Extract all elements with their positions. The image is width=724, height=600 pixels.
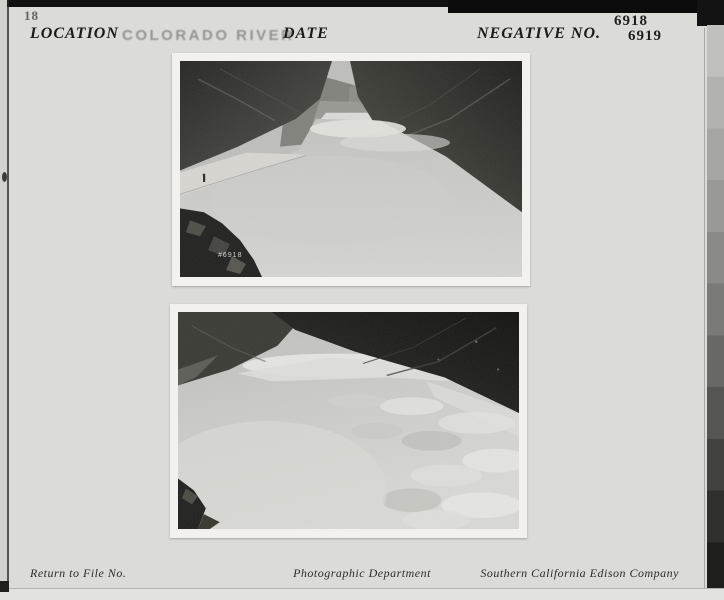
photo-print-bottom	[170, 304, 527, 538]
file-number-stamp: 18	[24, 8, 39, 23]
negative-number-1: 6918	[614, 13, 648, 29]
grayscale-strip	[707, 25, 724, 600]
canyon-river-scene-top	[180, 61, 522, 277]
canyon-river-scene-bottom	[178, 312, 519, 529]
scan-left-margin	[0, 0, 7, 600]
company-name-label: Southern California Edison Company	[480, 566, 679, 580]
card-left-edge	[7, 0, 9, 600]
scan-top-edge-thick	[448, 0, 724, 13]
location-label: LOCATION	[30, 25, 119, 42]
negative-number-2: 6919	[628, 28, 662, 44]
scan-bottom-edge	[0, 588, 724, 600]
location-stamped-value: COLORADO RIVER	[122, 27, 295, 44]
photo-top-image	[180, 61, 522, 277]
scan-bottom-left-mark	[0, 581, 9, 592]
photographic-department-label: Photographic Department	[293, 566, 431, 580]
scan-top-edge	[0, 0, 448, 7]
return-to-file-label: Return to File No.	[30, 566, 127, 580]
photo-negative-caption: #6918	[218, 252, 243, 259]
scan-smudge	[2, 172, 7, 182]
photo-bottom-image	[178, 312, 519, 529]
photo-print-top	[172, 53, 530, 286]
date-label: DATE	[283, 25, 329, 42]
scan-corner-black	[697, 0, 724, 26]
card-right-edge	[704, 28, 705, 600]
negative-no-label: NEGATIVE NO.	[477, 25, 602, 42]
